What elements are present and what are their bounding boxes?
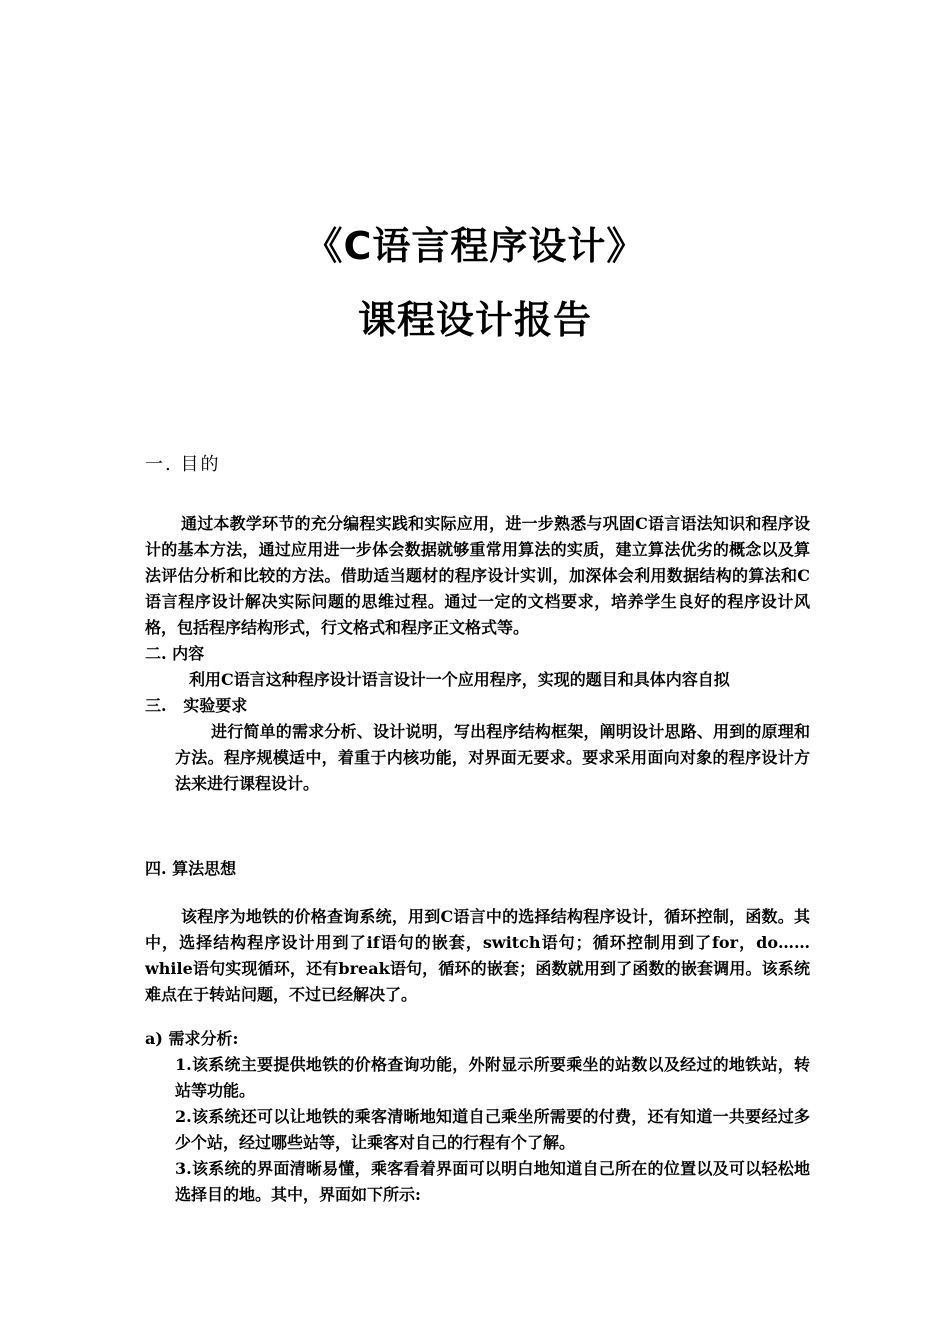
section-algorithm-paragraph: 该程序为地铁的价格查询系统，用到C语言中的选择结构程序设计，循环控制，函数。其中，选择结构程序设计用到了if语句的嵌套，switch语句；循环控制用到了for，do……while语句实现循环，还有break语句，循环的嵌套；函数就用到了函数的嵌套调用。该系统难点在于转站问题，不过已经解决了。 bbox=[145, 907, 810, 1004]
section-content-paragraph: 利用C语言这种程序设计语言设计一个应用程序，实现的题目和具体内容自拟 bbox=[189, 670, 730, 689]
list-item: 3.该系统的界面清晰易懂，乘客看着界面可以明白地知道自己所在的位置以及可以轻松地选择目的地。其中，界面如下所示: bbox=[175, 1159, 810, 1204]
requirements-analysis-heading: a) 需求分析: bbox=[145, 1029, 239, 1048]
requirements-analysis-block bbox=[145, 1026, 810, 1208]
section-algorithm-heading-block bbox=[145, 856, 810, 882]
list-item: 2.该系统还可以让地铁的乘客清晰地知道自己乘坐所需要的付费，还有知道一共要经过多少个站，经过哪些站等，让乘客对自己的行程有个了解。 bbox=[175, 1107, 810, 1152]
section-purpose-heading-block bbox=[145, 452, 810, 478]
section-purpose-heading: 一. 目的 bbox=[145, 454, 221, 475]
section-purpose-body bbox=[145, 511, 810, 797]
section-requirements-paragraph: 进行简单的需求分析、设计说明，写出程序结构框架，阐明设计思路、用到的原理和方法。程序规模适中，着重于内核功能，对界面无要求。要求采用面向对象的程序设计方法来进行课程设计。 bbox=[175, 722, 810, 793]
list-item: 1.该系统主要提供地铁的价格查询功能，外附显示所要乘坐的站数以及经过的地铁站，转站等功能。 bbox=[175, 1055, 810, 1100]
section-algorithm-heading: 四. 算法思想 bbox=[145, 859, 237, 878]
report-title-course: 《C语言程序设计》 bbox=[304, 224, 646, 268]
section-requirements-heading: 三. 实验要求 bbox=[145, 696, 248, 715]
requirements-analysis-list bbox=[145, 1052, 810, 1208]
section-requirements-body bbox=[145, 719, 810, 797]
section-algorithm-body bbox=[145, 904, 810, 1008]
report-title-type: 课程设计报告 bbox=[357, 298, 592, 342]
section-content-heading: 二. 内容 bbox=[145, 644, 205, 663]
section-purpose-paragraph: 通过本教学环节的充分编程实践和实际应用，进一步熟悉与巩固C语言语法知识和程序设计的基本方法，通过应用进一步体会数据就够重常用算法的实质，建立算法优劣的概念以及算法评估分析和比较的方法。借助适当题材的程序设计实训，加深体会利用数据结构的算法和C语言程序设计解决实际问题的思维过程。通过一定的文档要求，培养学生良好的程序设计风格，包括程序结构形式，行文格式和程序正文格式等。 bbox=[145, 514, 810, 637]
